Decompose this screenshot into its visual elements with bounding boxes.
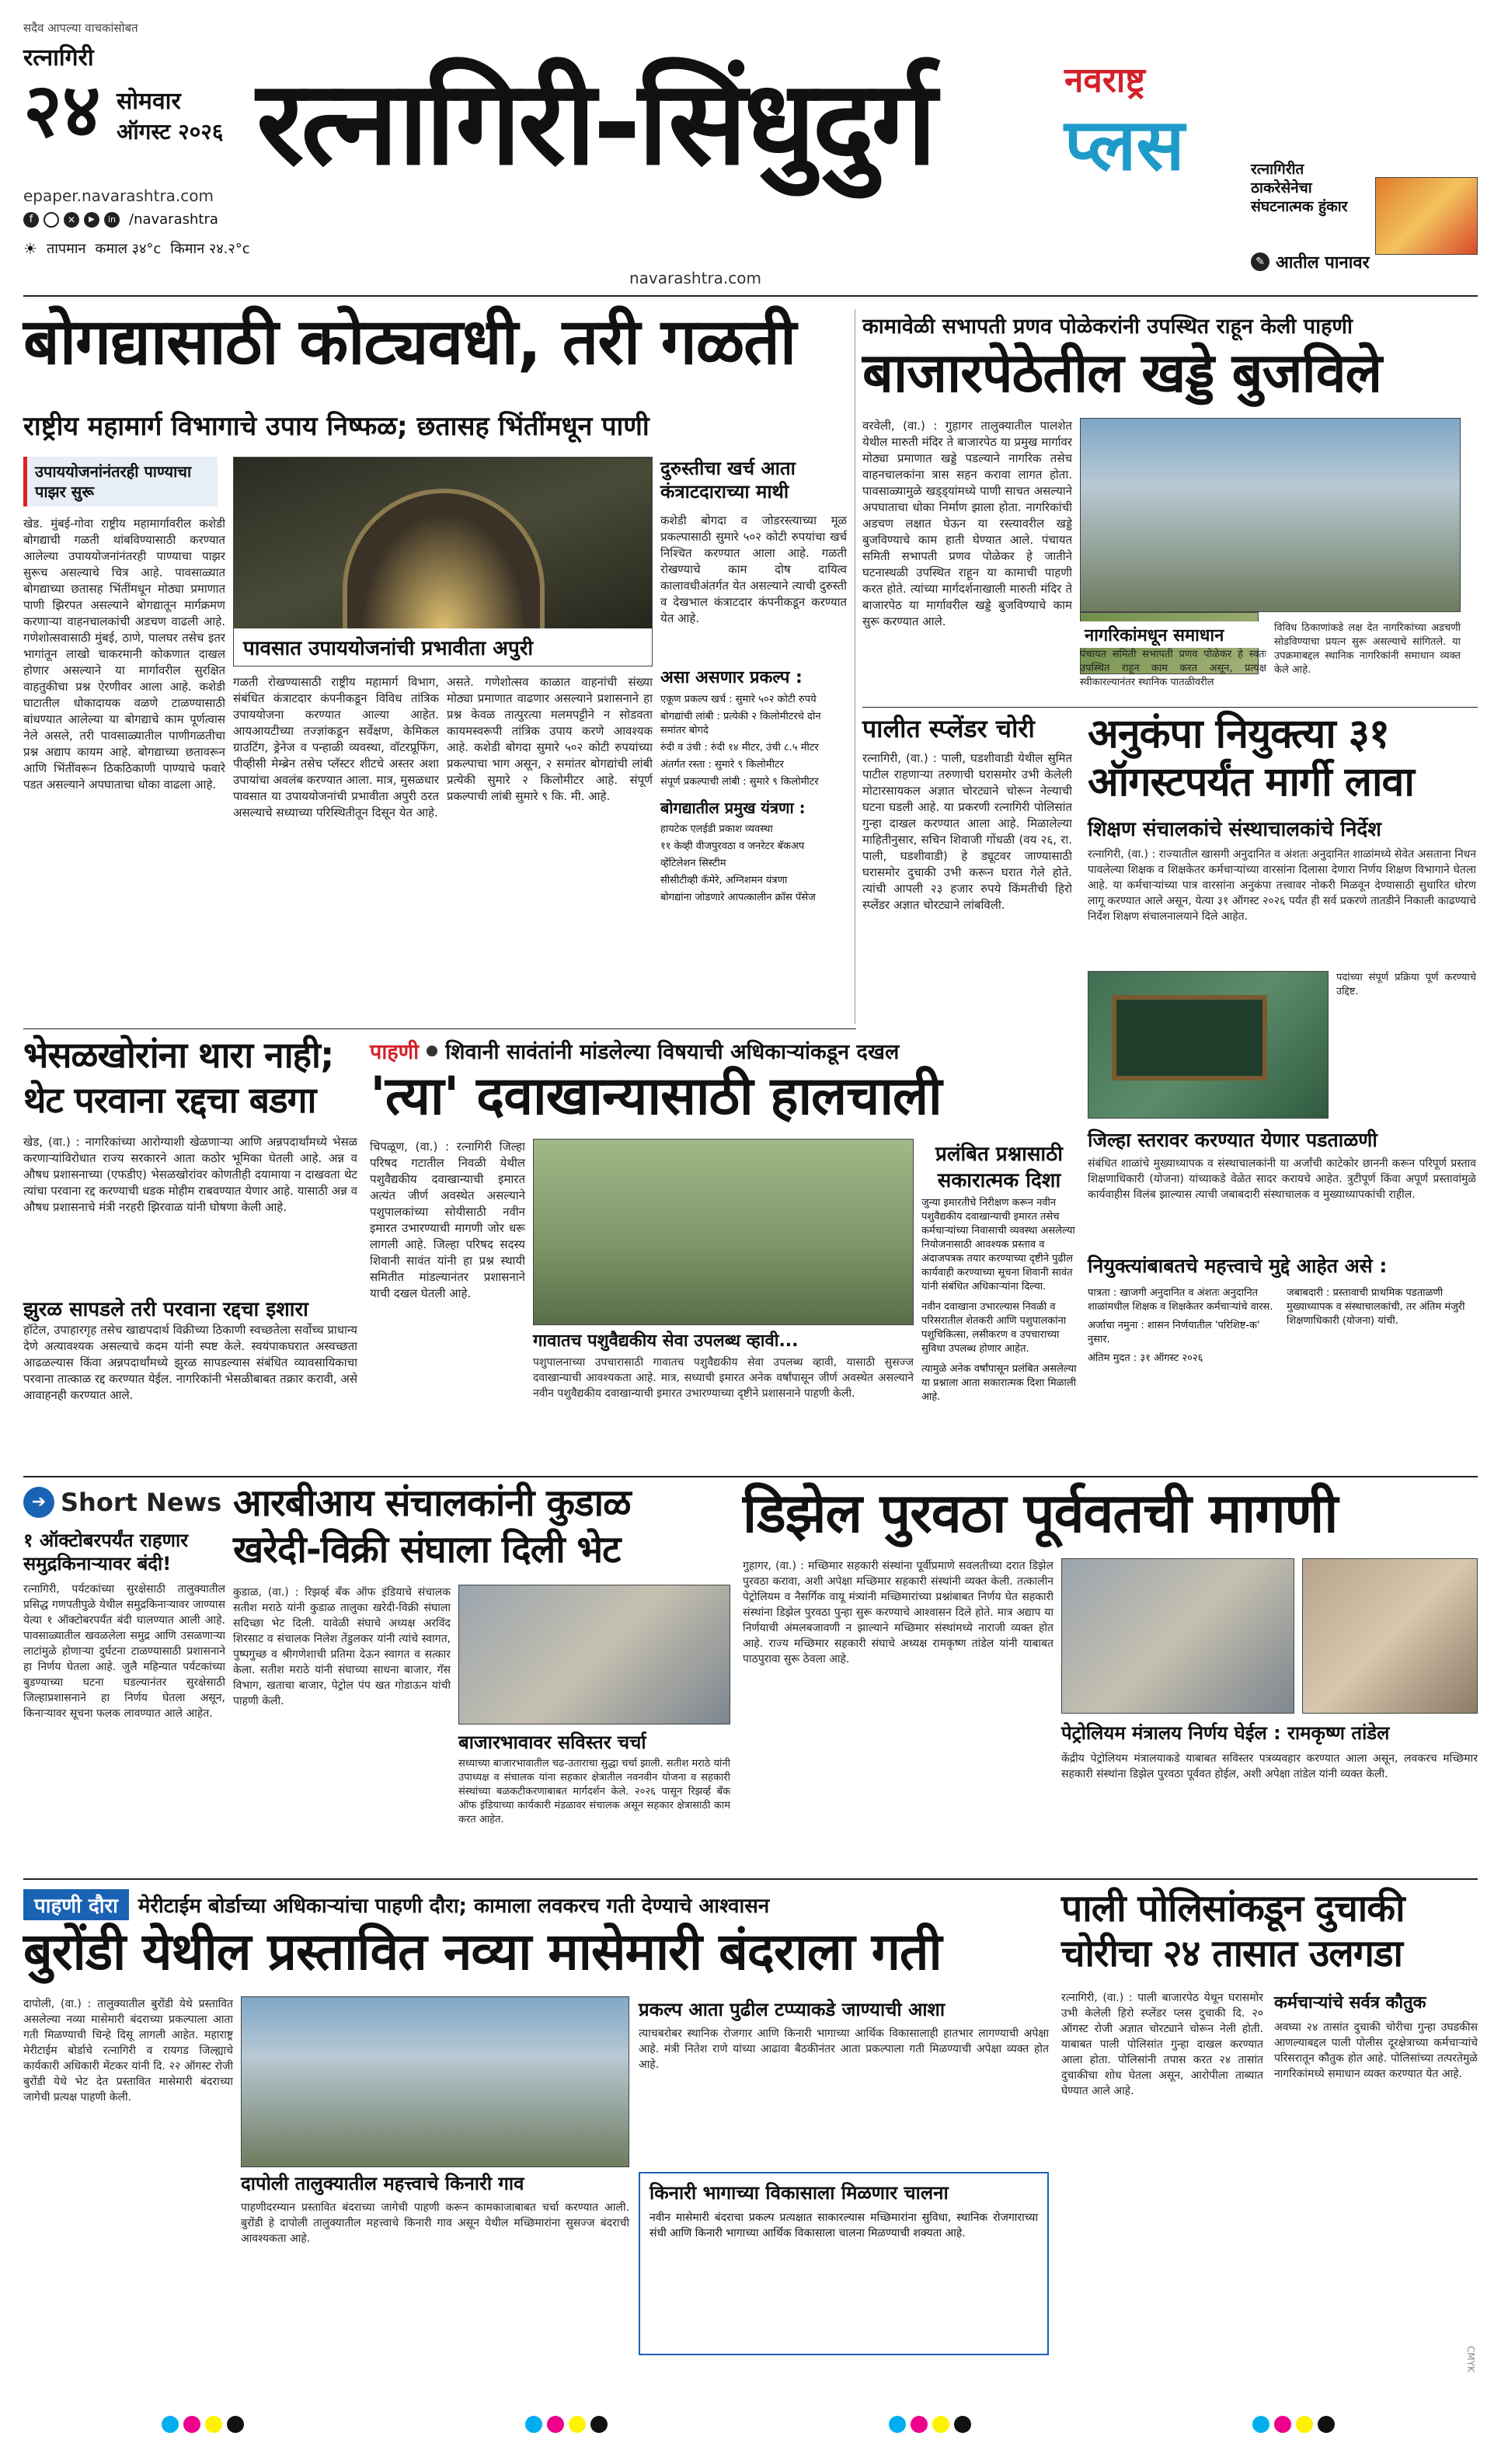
story4-points-title: नियुक्त्यांबाबतचे महत्त्वाचे मुद्दे आहेत असे : [1088,1255,1388,1277]
story7-caption-body: सध्याच्या बाजारभावातील चढ-उताराचा सुद्धा चर्चा झाली. सतीश मराठे यांनी उपाध्यक्ष व संचालक यांना सहकार क्षेत्रातील नवनवीन योजना व सहकारी संस्थांच्या बळकटीकरणाबाबत मार्गदर्शन केले. २०२६ पासून रिझर्व्ह बँक ऑफ इंडियाच्या कार्यकारी मंडळावर संचालक असून सहकार क्षेत्रासाठी काम करत आहेत. [458,1758,730,1825]
story10-side-body: अवघ्या २४ तासांत दुचाकी चोरीचा गुन्हा उघडकीस आणल्याबद्दल पाली पोलीस दूरक्षेत्राच्या कर्मचाऱ्यांचे परिसरातून कौतुक होत आहे. पोलिसांच्या तत्परतेमुळे नागरिकांमध्ये समाधान व्यक्त करण्यात येत आहे. [1274,2021,1478,2080]
color-bar [1252,2416,1339,2436]
story7-body: कुडाळ, (वा.) : रिझर्व्ह बँक ऑफ इंडियाचे संचालक सतीश मराठे यांनी कुडाळ तालुका खरेदी-विक्री संघाला सदिच्छा भेट दिली. यावेळी संघाचे अध्यक्ष अरविंद शिरसाट व संचालक निलेश तेंडुलकर यांनी त्यांचे स्वागत, पुष्पगुच्छ व श्रीगणेशाची प्रतिमा देऊन स्वागत व सत्कार केला. सतीश मराठे यांनी संघाच्या साधना बाजार, गॅस विभाग, खताचा बाजार, पेट्रोल पंप खत गोडाऊन यांची पाहणी केली. [233,1586,451,1707]
story9-photo-caption: दापोली तालुक्यातील महत्त्वाचे किनारी गाव [241,2173,524,2194]
masthead-date-num: २४ [23,66,101,154]
masthead-city: रत्नागिरी [23,44,94,71]
masthead-title: रत्नागिरी-सिंधुदुर्ग [256,56,934,191]
short-news-label-row [23,1487,225,1518]
promo-author[interactable] [1251,250,1370,273]
story6-side-list [921,1196,1077,1468]
story6-kicker-row [370,1036,1069,1065]
project-item: बोगद्यांची लांबी : प्रत्येकी २ किलोमीटरचे दोन समांतर बोगदे [660,711,821,736]
promo-photo[interactable] [1375,177,1478,255]
point-item: अर्जाचा नमुना : शासन निर्णयातील 'परिशिष्ट-क' नुसार. [1088,1320,1260,1345]
weather-row [23,239,250,258]
social-handle[interactable]: /navarashtra [129,211,218,228]
story4-points [1088,1286,1476,1366]
story2-kicker: कामावेळी सभापती प्रणव पोळेकरांनी उपस्थित राहून केली पाहणी [862,315,1353,339]
points-col-right [1287,1286,1476,1366]
color-bar [889,2416,976,2436]
story6-kicker: शिवानी सावंतांनी मांडलेल्या विषयाची अधिकाऱ्यांकडून दखल [445,1040,900,1064]
story2-headline[interactable]: बाजारपेठेतील खड्डे बुजविले [862,341,1382,405]
story1-box-title [23,457,218,506]
pothole-photo [1080,418,1461,612]
social-row [23,211,218,228]
blackboard-icon [1112,995,1267,1081]
linkedin-icon[interactable]: in [104,212,120,228]
classroom-photo [1088,971,1329,1119]
thermometer-icon: ☀ [23,239,37,258]
story1-col4: कशेडी बोगदा व जोडरस्त्याच्या मूळ प्रकल्पासाठी सुमारे ५०२ कोटी रुपयांचा खर्च निश्चित करण्यात आला आहे. गळती रोखण्याचे काम दोष दायित्व कालावधीअंतर्गत येत असल्याने त्याची दुरुस्ती व देखभाल कंत्राटदार कंपनीकडून करण्यात येत आहे. [660,513,847,625]
story8-caption-body: केंद्रीय पेट्रोलियम मंत्रालयाकडे याबाबत सविस्तर पत्रव्यवहार करण्यात आला असून, लवकरच मच्छिमार सहकारी संस्थांना डिझेल पुरवठा पूर्ववत होईल, अशी अपेक्षा तांडेल यांनी व्यक्त केली. [1061,1752,1478,1780]
system-item: ११ केव्ही वीजपुरवठा व जनरेटर बॅकअप [660,840,805,852]
x-icon[interactable]: ✕ [64,212,79,228]
side-item: जुन्या इमारतीचे निरीक्षण करून नवीन पशुवैद्यकीय दवाखान्याची इमारत तसेच कर्मचाऱ्यांच्या निवासाची व्यवस्था असलेल्या नियोजनासाठी आवश्यक प्रस्ताव व अंदाजपत्रक तयार करण्याच्या दृष्टीने पुढील कार्यवाही करण्याच्या सूचना शिवानी सावंत यांनी संबंधित अधिकाऱ्यांना दिल्या. [921,1197,1075,1293]
project-item: अंतर्गत रस्ता : सुमारे ९ किलोमीटर [660,759,784,771]
system-item: बोगद्यांना जोडणारे आपत्कालीन क्रॉस पॅसेज [660,892,816,903]
story6-headline[interactable]: 'त्या' दवाखान्यासाठी हालचाली [370,1066,942,1127]
story2-photo-caption: नागरिकांमधून समाधान [1080,621,1266,648]
story9-box [639,2172,1049,2355]
story9-body: दापोली, (वा.) : तालुक्यातील बुरोंडी येथे प्रस्तावित असलेल्या नव्या मासेमारी बंदराच्या प्रकल्पाला आता गती मिळण्याची चिन्हे दिसू लागली आहेत. महाराष्ट्र मेरीटाईम बोर्डाचे रत्नागिरी व रायगड जिल्ह्याचे कार्यकारी अधिकारी मेंटकर यांनी दि. २२ ऑगस्ट रोजी बुरोंडी येथे भेट देत प्रस्तावित मासेमारी बंदराच्या जागेची प्रत्यक्ष पाहणी केली. [23,1998,233,2104]
story1-col1: खेड. मुंबई-गोवा राष्ट्रीय महामार्गावरील कशेडी बोगद्याची गळती थांबविण्यासाठी करण्यात आलेल्या उपाययोजनांनंतरही पाण्याचा पाझर सुरूच असल्याचे चित्र आहे. पावसाळ्यात बोगद्याच्या छतासह भिंतींमधून मोठ्या प्रमाणात पाणी झिरपत असल्याने बोगद्यातून मार्गक्रमण करणाऱ्या वाहनचालकांची अडचण वाढली आहे. गणेशोत्सवासाठी मुंबई, ठाणे, पालघर तसेच इतर भागांतून लाखो चाकरमानी कोकणात दाखल होणार असल्याने या मार्गावरील सुरक्षित वाहतुकीचा प्रश्न ऐरणीवर आला आहे. कशेडी घाटातील धोकादायक वळणे टाळण्यासाठी बांधण्यात आलेल्या या बोगद्याचे काम पूर्णत्वास नेले असले, तरी पावसाळ्यातील पाणीगळतीचा प्रश्न अद्याप कायम आहे. बोगद्याच्या छतावरून आणि भिंतींवरून ठिकठिकाणी पाण्याचे फवारे पडत असल्याने अपघाताचा धोका वाढला आहे. [23,517,225,792]
story4-headline-line2[interactable]: ऑगस्टपर्यंत मार्गी लावा [1088,759,1414,806]
section-rule [23,1878,1478,1880]
pen-icon: ✎ [1251,252,1269,271]
instagram-icon[interactable] [44,212,59,228]
point-item: जबाबदारी : प्रस्तावाची प्राथमिक पडताळणी मुख्याध्यापक व संस्थाचालकांची, तर अंतिम मंजुरी शिक्षणाधिकारी (योजना) यांची. [1287,1287,1465,1327]
brand-top: नवराष्ट्र [1064,61,1145,100]
masthead-tagline: सदैव आपल्या वाचकांसोबत [23,21,138,35]
story5-headline-line1[interactable]: भेसळखोरांना थारा नाही; [23,1034,334,1076]
story9-headline[interactable]: बुरोंडी येथील प्रस्तावित नव्या मासेमारी बंदराला गती [23,1922,942,1982]
cmyk-code: CMYK [1465,2346,1476,2372]
story6-photo-caption: गावातच पशुवैद्यकीय सेवा उपलब्ध व्हावी... [533,1331,799,1351]
story9-side-title: प्रकल्प आता पुढील टप्प्याकडे जाण्याची आशा [639,1999,946,2020]
site-url[interactable]: navarashtra.com [629,269,761,287]
story6-side-title-line1: प्रलंबित प्रश्नासाठी [935,1143,1063,1166]
story10-body: रत्नागिरी, (वा.) : पाली बाजारपेठ येथून घरासमोर उभी केलेली हिरो स्प्लेंडर प्लस दुचाकी दि. २० ऑगस्ट रोजी अज्ञात चोरट्याने चोरून नेली होती. याबाबत पाली पोलिसांत गुन्हा दाखल करण्यात आला होता. पोलिसांनी तपास करत २४ तासांत दुचाकीचा शोध घेतला असून, आरोपीला ताब्यात घेण्यात आले आहे. [1061,1992,1263,2097]
color-bar [525,2416,612,2436]
story7-headline-line1[interactable]: आरबीआय संचालकांनी कुडाळ [233,1481,631,1525]
point-item: पात्रता : खाजगी अनुदानित व अंशतः अनुदानित शाळांमधील शिक्षक व शिक्षकेतर कर्मचाऱ्यांचे वारस. [1088,1287,1273,1313]
story10-headline-line2[interactable]: चोरीचा २४ तासात उलगडा [1061,1932,1402,1975]
point-item: अंतिम मुदत : ३१ ऑगस्ट २०२६ [1088,1352,1203,1364]
story3-headline[interactable]: पालीत स्प्लेंडर चोरी [862,714,1035,743]
story4-headline-line1[interactable]: अनुकंपा नियुक्त्या ३१ [1088,711,1389,757]
short-news-body: रत्नागिरी, पर्यटकांच्या सुरक्षेसाठी तालुक्यातील प्रसिद्ध गणपतीपुळे येथील समुद्रकिनाऱ्यावर जाण्यास येत्या १ ऑक्टोबरपर्यंत बंदी घालण्यात आली आहे. पावसाळ्यातील खवळलेला समुद्र आणि उसळणाऱ्या लाटांमुळे होणाऱ्या दुर्घटना टाळण्यासाठी प्रशासनाने हा निर्णय घेतला आहे. जुलै महिन्यात पर्यटकांच्या बुडण्याच्या घटना घडल्यानंतर सुरक्षेसाठी जिल्हाप्रशासनाने हा निर्णय घेतला असून, किनाऱ्यावर सूचना फलक लावण्यात आले आहेत. [23,1583,225,1720]
temp-min: किमान २४.२°c [170,241,250,257]
story4-panel-title: जिल्हा स्तरावर करण्यात येणार पडताळणी [1088,1129,1377,1151]
story6-kicker-tag: पाहणी [370,1040,420,1064]
epaper-url[interactable]: epaper.navarashtra.com [23,186,214,205]
facebook-icon[interactable]: f [23,212,39,228]
system-item: व्हेंटिलेशन सिस्टीम [660,858,726,869]
story3-body: रत्नागिरी, (वा.) : पाली, घडशीवाडी येथील सुमित पाटील राहणाऱ्या तरुणाची घरासमोर उभी केलेली मोटारसायकल अज्ञात चोरट्याने चोरून नेल्याची घटना घडली आहे. या प्रकरणी रत्नागिरी पोलिसांत गुन्हा दाखल करण्यात आला आहे. मिळालेल्या माहितीनुसार, सचिन शिवाजी गोंधळी (वय २६, रा. पाली, घडशीवाडी) हे ड्यूटवर जाण्यासाठी घरासमोर दुचाकी उभी करून घरात गेले होते. त्यांची आपली २३ हजार रुपये किंमतीची हिरो स्प्लेंडर अज्ञात चोरट्याने लांबविली. [862,751,1072,912]
story2-body: वरवेली, (वा.) : गुहागर तालुक्यातील पालशेत येथील मारुती मंदिर ते बाजारपेठ या प्रमुख मार्गावर मोठ्या प्रमाणात खड्डे पडल्याने नागरिक तसेच वाहनचालकांना त्रास सहन करावा लागत होता. पावसाळ्यामुळे खड्ड्यांमध्ये पाणी साचत असल्याने अपघाताचा धोका निर्माण झाला होता. नागरिकांची अडचण लक्षात घेऊन या रस्त्यावरील खड्डे बुजविण्याचे काम हाती घेण्यात आले. पंचायत समिती सभापती प्रणव पोळेकर हे जातीने घटनास्थळी उपस्थित राहून या कामाची पाहणी करत होते. त्यांच्या मार्गदर्शनाखाली मारुती मंदिर ते बाजारपेठ या मार्गावरील खड्डे बुजविण्याचे काम सुरू करण्यात आले. [862,419,1072,628]
side-item: त्यामुळे अनेक वर्षांपासून प्रलंबित असलेल्या या प्रश्नाला आता सकारात्मक दिशा मिळाली आहे. [921,1363,1077,1403]
diesel-photo-portrait [1302,1558,1478,1714]
story5-box-title: झुरळ सापडले तरी परवाना रद्दचा इशारा [23,1298,308,1321]
vet-photo [533,1139,914,1325]
points-col-left [1088,1286,1277,1366]
story10-side-title: कर्मचाऱ्यांचे सर्वत्र कौतुक [1274,1993,1426,2013]
story2-caption-body: पंचायत समिती सभापती प्रणव पोळेकर हे स्वतः उपस्थित राहून काम करत असून, प्रत्यक्ष स्वीकारल्यानंतर स्थानिक पातळीवरील [1080,649,1266,688]
brand-logo [1064,59,1243,230]
tunnel-photo [233,457,653,666]
project-item: संपूर्ण प्रकल्पाची लांबी : सुमारे ९ किलोमीटर [660,776,819,788]
youtube-icon[interactable]: ▶ [84,212,99,228]
side-item: नवीन दवाखाना उभारल्यास निवळी व परिसरातील शेतकरी आणि पशुपालकांना पशुचिकित्सा, लसीकरण व उपचाराच्या सुविधा उपलब्ध होणार आहेत. [921,1301,1067,1355]
short-news-label: Short News [61,1488,222,1517]
section-rule [23,1028,856,1029]
story5-headline-line2[interactable]: थेट परवाना रद्दचा बडगा [23,1079,316,1121]
story9-side-body: त्याचबरोबर स्थानिक रोजगार आणि किनारी भागाच्या आर्थिक विकासालाही हातभार लागण्याची अपेक्षा आहे. मंत्री नितेश राणे यांच्या आढावा बैठकीनंतर आता प्रकल्पाला गती मिळण्याची अपेक्षा व्यक्त होत आहे. [639,2027,1049,2071]
story8-headline[interactable]: डिझेल पुरवठा पूर्ववतची मागणी [743,1481,1338,1545]
story9-caption-body: पाहणीदरम्यान प्रस्तावित बंदराच्या जागेची पाहणी करून कामकाजाबाबत चर्चा करण्यात आली. बुरोंडी हे दापोली तालुक्यातील महत्त्वाचे किनारी गाव असून येथील मच्छिमारांना सुसज्ज बंदराची आवश्यकता आहे. [241,2201,629,2245]
story4-body: रत्नागिरी, (वा.) : राज्यातील खासगी अनुदानित व अंशतः अनुदानित शाळांमध्ये सेवेत असताना निधन पावलेल्या शिक्षक व शिक्षकेतर कर्मचाऱ्यांच्या वारसांना दिलासा देणारा निर्णय शिक्षण विभागाने घेतला आहे. या कर्मचाऱ्यांच्या पात्र वारसांना अनुकंपा तत्त्वावर नोकरी मिळवून देण्यासाठी सुधारित धोरण लागू करण्यात आले असून, येत्या ३१ ऑगस्ट २०२६ पर्यंत ही सर्व प्रकरणे तातडीने निकाली काढण्याचे निर्देश शिक्षण संचालनालयाने दिले आहेत. [1088,848,1476,923]
project-title: असा असणार प्रकल्प : [660,668,803,687]
story10-headline-line1[interactable]: पाली पोलिसांकडून दुचाकी [1061,1887,1405,1930]
story9-kicker: मेरीटाईम बोर्डाच्या अधिकाऱ्यांचा पाहणी दौरा; कामाला लवकरच गती देण्याचे आश्वासन [138,1895,770,1918]
story9-box-title: किनारी भागाच्या विकासाला मिळणार चालना [650,2182,949,2204]
story9-kicker-tag: पाहणी दौरा [23,1889,129,1920]
temp-label: तापमान [46,241,86,257]
story6-body: चिपळूण, (वा.) : रत्नागिरी जिल्हा परिषद गटातील निवळी येथील पशुवैद्यकीय दवाखान्याची इमारत अत्यंत जीर्ण अवस्थेत असल्याने पशुपालकांच्या सोयीसाठी नवीन इमारत उभारण्याची मागणी जोर धरू लागली आहे. जिल्हा परिषद सदस्य शिवानी सावंत यांनी हा प्रश्न स्थायी समितीत मांडल्यानंतर प्रशासनाने याची दखल घेतली आहे. [370,1140,525,1300]
system-item: सीसीटीव्ही कॅमेरे, अग्निशमन यंत्रणा [660,875,788,886]
tunnel-photo-caption: पावसात उपाययोजनांची प्रभावीता अपुरी [234,628,652,666]
story1-col2: गळती रोखण्यासाठी राष्ट्रीय महामार्ग विभाग, संबंधित कंत्राटदार कंपनीकडून विविध तांत्रिक उपाययोजना करण्यात आल्या आहेत. आयआयटीच्या तज्ज्ञांकडून सर्वेक्षण, केमिकल ग्राउटिंग, ड्रेनेज व पन्हाळी व्यवस्था, वॉटरप्रूफिंग, पीव्हीसी मेम्ब्रेन तसेच प्लॅस्टर शीटचे अस्तर अशा उपायांचा अवलंब करण्यात आला. मात्र, मुसळधार पावसात या उपाययोजनांची प्रभावीता अपुरी ठरत असल्याचे सध्याच्या परिस्थितीतून दिसून येत आहे. [233,675,439,820]
masthead-weekday: सोमवार [117,88,181,115]
story7-photo-caption: बाजारभावावर सविस्तर चर्चा [458,1731,646,1753]
story5-body: खेड, (वा.) : नागरिकांच्या आरोग्याशी खेळणाऱ्या आणि अन्नपदार्थांमध्ये भेसळ करणाऱ्यांविरोधात राज्य सरकारने आता कठोर भूमिका घेतली आहे. अन्न व औषध प्रशासनाच्या (एफडीए) भेसळखोरांवर कोणतीही दयामाया न दाखवता थेट त्यांचा परवाना रद्द करण्याची धडक मोहीम राबवण्यात येणार आहे. यासाठी अन्न व औषध प्रशासनाचे मंत्री नरहरी झिरवाळ यांनी घोषणा केली आहे. [23,1135,357,1214]
story1-subhead: राष्ट्रीय महामार्ग विभागाचे उपाय निष्फळ; छतासह भिंतींमधून पाणी [23,411,650,442]
story4-body-side: पदांच्या संपूर्ण प्रक्रिया पूर्ण करण्याचे उद्दिष्ट. [1336,972,1476,997]
story7-headline-line2[interactable]: खरेदी-विक्री संघाला दिली भेट [233,1528,621,1571]
masthead-rule [23,295,1478,297]
story8-body: गुहागर, (वा.) : मच्छिमार सहकारी संस्थांना पूर्वीप्रमाणे सवलतीच्या दरात डिझेल पुरवठा करावा, अशी अपेक्षा मच्छिमार सहकारी संस्थांनी व्यक्त केली. तत्कालीन पेट्रोलियम व नैसर्गिक वायू मंत्र्यांनी मच्छिमारांच्या प्रश्नांबाबत निर्णय घेत सहकारी संस्थांना डिझेल पुरवठा पुन्हा सुरू करण्याचे आश्वासन दिले होते. मात्र अद्याप या निर्णयाची अंमलबजावणी न झाल्याने मच्छिमार संस्थांमध्ये नाराजी व्यक्त होत आहे. राज्य मच्छिमार सहकारी संघाचे अध्यक्ष रामकृष्ण तांडेल यांनी याबाबत पाठपुरावा सुरू ठेवला आहे. [743,1560,1053,1665]
story2-side-note: विविध ठिकाणांकडे लक्ष देत नागरिकांच्या अडचणी सोडविण्याचा प्रयत्न सुरू असल्याचे सांगितले. या उपक्रमाबद्दल स्थानिक नागरिकांनी समाधान व्यक्त केले आहे. [1274,622,1461,676]
story4-panel-body: संबंधित शाळांचे मुख्याध्यापक व संस्थाचालकांनी या अर्जांची काटेकोर छाननी करून परिपूर्ण प्रस्ताव शिक्षणाधिकारी (योजना) यांच्याकडे वेळेत सादर करायचे आहेत. त्रुटीपूर्ण किंवा अपूर्ण प्रस्तावांमुळे कार्यवाहीस विलंब झाल्यास त्याची जबाबदारी संस्थाचालक व मुख्याध्यापकांची राहील. [1088,1157,1476,1201]
promo-author-label: आतील पानावर [1276,253,1370,273]
masthead-month-year: ऑगस्ट २०२६ [117,119,224,144]
project-box [660,665,847,905]
section-rule [862,707,1478,708]
story4-subhead: शिक्षण संचालकांचे संस्थाचालकांचे निर्देश [1088,818,1381,841]
story6-caption-body: पशुपालनाच्या उपचारासाठी गावातच पशुवैद्यकीय सेवा उपलब्ध व्हावी, यासाठी सुसज्ज दवाखान्याची आवश्यकता आहे. मात्र, सध्याची इमारत अनेक वर्षांपासून जीर्ण अवस्थेत असल्याने नवीन पशुवैद्यकीय दवाखान्याची इमारत उभारण्याच्या दृष्टीने प्रशासनाने पाहणी केली. [533,1356,914,1400]
harbour-photo [241,1996,629,2167]
story5-box-body: हॉटेल, उपाहारगृह तसेच खाद्यपदार्थ विक्रीच्या ठिकाणी स्वच्छतेला सर्वोच्च प्राधान्य देणे अत्यावश्यक असल्याचे कदम यांनी स्पष्ट केले. स्वयंपाकघरात अस्वच्छता आढळल्यास किंवा अन्नपदार्थांमध्ये झुरळ सापडल्यास संबंधित व्यावसायिकाचा परवाना तात्काळ रद्द करण्यात येईल. नागरिकांनी भेसळीबाबत तक्रार करावी, असे आवाहनही करण्यात आले. [23,1323,357,1402]
story1-col3: असते. गणेशोत्सव काळात वाहनांची संख्या मोठ्या प्रमाणात वाढणार असल्याने प्रशासनाने हा प्रश्न केवळ तात्पुरत्या मलमपट्टीने न सोडवता कायमस्वरूपी तांत्रिक उपाय करणे आवश्यक आहे. कशेडी बोगदा सुमारे ५०२ कोटी रुपयांच्या प्रकल्पाचा भाग असून, २ समांतर बोगद्यांची लांबी प्रत्येकी सुमारे २ किलोमीटर आहे. संपूर्ण प्रकल्पाची लांबी सुमारे ९ कि. मी. आहे. [447,675,653,803]
section-rule [23,1476,1478,1477]
arrow-right-icon: ➔ [23,1487,54,1518]
story6-side-title-line2: सकारात्मक दिशा [937,1169,1061,1192]
story1-box-title-text: उपाययोजनांनंतरही पाण्याचा पाझर सुरू [35,462,192,501]
brand-bottom: प्लस [1064,103,1185,186]
promo-text[interactable]: रत्नागिरीत ठाकरेसेनेचा संघटनात्मक हुंकार [1251,161,1348,215]
rbi-photo [458,1585,730,1724]
story9-kicker-row [23,1889,1049,1920]
diesel-photo [1061,1558,1294,1714]
system-title: बोगद्यातील प्रमुख यंत्रणा : [660,799,806,817]
short-news-headline[interactable]: १ ऑक्टोबरपर्यंत राहणार समुद्रकिनाऱ्यावर बंदी! [23,1530,189,1575]
project-item: रुंदी व उंची : रुंदी १४ मीटर, उंची ८.५ मीटर [660,742,819,753]
project-item: एकूण प्रकल्प खर्च : सुमारे ५०२ कोटी रुपये [660,694,817,705]
story8-photo-caption: पेट्रोलियम मंत्रालय निर्णय घेईल : रामकृष्ण तांडेल [1061,1722,1390,1744]
color-bar [162,2416,249,2436]
story1-headline[interactable]: बोगद्यासाठी कोट्यवधी, तरी गळती [23,305,796,379]
masthead [23,20,1478,292]
story9-box-body: नवीन मासेमारी बंदराचा प्रकल्प प्रत्यक्षात साकारल्यास मच्छिमारांना सुविधा, स्थानिक रोजगाराच्या संधी आणि किनारी भागाच्या आर्थिक विकासाला चालना मिळण्याची शक्यता आहे. [650,2212,1038,2240]
system-item: हायटेक एलईडी प्रकाश व्यवस्था [660,823,773,835]
story1-side-title: दुरुस्तीचा खर्च आता कंत्राटदाराच्या माथी [660,458,796,503]
bullet-icon [427,1046,437,1056]
temp-max: कमाल ३४°c [95,241,162,257]
registration-marks [23,2416,1478,2436]
